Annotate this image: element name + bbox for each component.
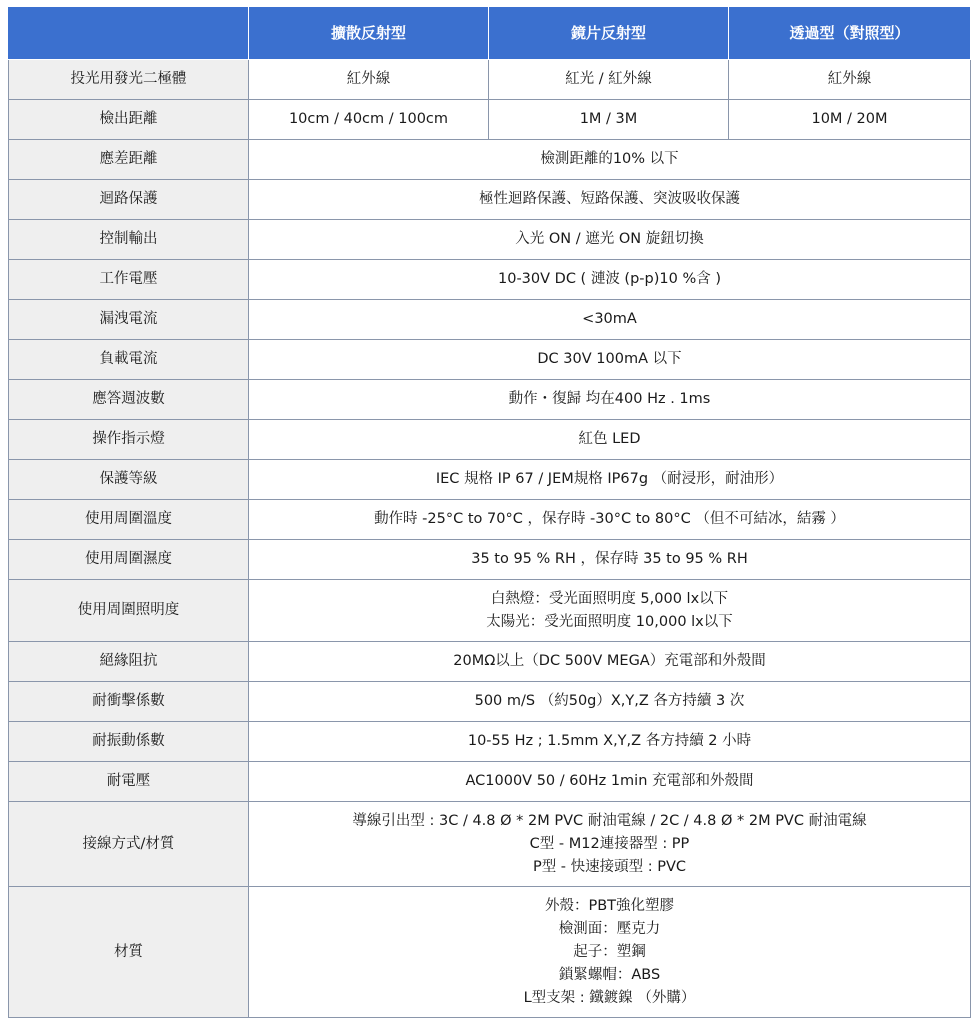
table-row-voltage [9, 260, 971, 300]
row-label: 檢出距離 [9, 100, 249, 140]
row-value: AC1000V 50 / 60Hz 1min 充電部和外殼間 [249, 762, 971, 802]
table-row-led [9, 60, 971, 100]
illumination-line-sunlight: 太陽光：受光面照明度 10,000 lx以下 [486, 613, 733, 630]
row-label: 控制輸出 [9, 220, 249, 260]
row-label: 保護等級 [9, 460, 249, 500]
wiring-line-quick: P型 - 快速接頭型 : PVC [532, 858, 687, 875]
material-line-bracket: L型支架 : 鐵鍍鎳 （外購） [523, 989, 696, 1006]
table-row-insulation [9, 642, 971, 682]
row-value: 入光 ON / 遮光 ON 旋鈕切換 [249, 220, 971, 260]
header-mirror: 鏡片反射型 [489, 7, 729, 60]
cell-mirror: 紅光 / 紅外線 [489, 60, 729, 100]
header-corner [9, 7, 249, 60]
table-row-ip [9, 460, 971, 500]
row-label: 工作電壓 [9, 260, 249, 300]
table-row-protection [9, 180, 971, 220]
table-row-withstand [9, 762, 971, 802]
spec-table [8, 6, 971, 1018]
row-value [249, 802, 971, 887]
row-label: 耐振動係數 [9, 722, 249, 762]
cell-through-beam: 紅外線 [729, 60, 971, 100]
row-value: 檢測距離的10% 以下 [249, 140, 971, 180]
table-row-hysteresis [9, 140, 971, 180]
header-through-beam: 透過型（對照型） [729, 7, 971, 60]
row-value: 10-55 Hz ; 1.5mm X,Y,Z 各方持續 2 小時 [249, 722, 971, 762]
row-label: 絕緣阻抗 [9, 642, 249, 682]
table-row-humidity [9, 540, 971, 580]
wiring-line-m12: C型 - M12連接器型 : PP [529, 835, 690, 852]
row-value: 動作時 -25°C to 70°C ，保存時 -30°C to 80°C （但不可結冰，結霧 ） [249, 500, 971, 540]
table-row-response [9, 380, 971, 420]
row-label: 耐電壓 [9, 762, 249, 802]
table-row-leakage [9, 300, 971, 340]
row-label: 應答週波數 [9, 380, 249, 420]
row-label: 操作指示燈 [9, 420, 249, 460]
table-row-vibration [9, 722, 971, 762]
table-row-wiring [9, 802, 971, 887]
row-label: 漏洩電流 [9, 300, 249, 340]
row-value: DC 30V 100mA 以下 [249, 340, 971, 380]
cell-diffuse: 10cm / 40cm / 100cm [249, 100, 489, 140]
table-row-output [9, 220, 971, 260]
material-line-housing: 外殼：PBT強化塑膠 [544, 897, 675, 914]
row-value: 紅色 LED [249, 420, 971, 460]
wiring-line-cable: 導線引出型 : 3C / 4.8 Ø * 2M PVC 耐油電線 / 2C / 4.8 Ø * 2M PVC 耐油電線 [352, 812, 867, 829]
row-value [249, 580, 971, 642]
row-value: IEC 規格 IP 67 / JEM規格 IP67g （耐浸形，耐油形） [249, 460, 971, 500]
material-line-knob: 起子：塑鋼 [573, 943, 646, 960]
row-label: 使用周圍溫度 [9, 500, 249, 540]
table-row-load [9, 340, 971, 380]
table-row-distance [9, 100, 971, 140]
row-value: 極性迴路保護、短路保護、突波吸收保護 [249, 180, 971, 220]
table-row-shock [9, 682, 971, 722]
row-label: 耐衝擊係數 [9, 682, 249, 722]
table-row-indicator [9, 420, 971, 460]
row-label: 接線方式/材質 [9, 802, 249, 887]
row-label: 使用周圍照明度 [9, 580, 249, 642]
table-row-temperature [9, 500, 971, 540]
table-row-illumination [9, 580, 971, 642]
row-value: <30mA [249, 300, 971, 340]
cell-diffuse: 紅外線 [249, 60, 489, 100]
row-value: 20MΩ以上（DC 500V MEGA）充電部和外殼間 [249, 642, 971, 682]
row-label: 材質 [9, 887, 249, 1018]
table-row-material [9, 887, 971, 1018]
row-label: 應差距離 [9, 140, 249, 180]
material-line-face: 檢測面：壓克力 [558, 920, 661, 937]
header-row [9, 7, 971, 60]
row-value [249, 887, 971, 1018]
row-label: 使用周圍濕度 [9, 540, 249, 580]
material-line-nut: 鎖緊螺帽：ABS [558, 966, 661, 983]
row-value: 動作・復歸 均在400 Hz . 1ms [249, 380, 971, 420]
illumination-line-incandescent: 白熱燈：受光面照明度 5,000 lx以下 [490, 590, 729, 607]
row-value: 35 to 95 % RH ，保存時 35 to 95 % RH [249, 540, 971, 580]
row-label: 負載電流 [9, 340, 249, 380]
cell-through-beam: 10M / 20M [729, 100, 971, 140]
header-diffuse: 擴散反射型 [249, 7, 489, 60]
row-value: 10-30V DC ( 漣波 (p-p)10 %含 ) [249, 260, 971, 300]
row-value: 500 m/S （約50g）X,Y,Z 各方持續 3 次 [249, 682, 971, 722]
row-label: 迴路保護 [9, 180, 249, 220]
row-label: 投光用發光二極體 [9, 60, 249, 100]
cell-mirror: 1M / 3M [489, 100, 729, 140]
